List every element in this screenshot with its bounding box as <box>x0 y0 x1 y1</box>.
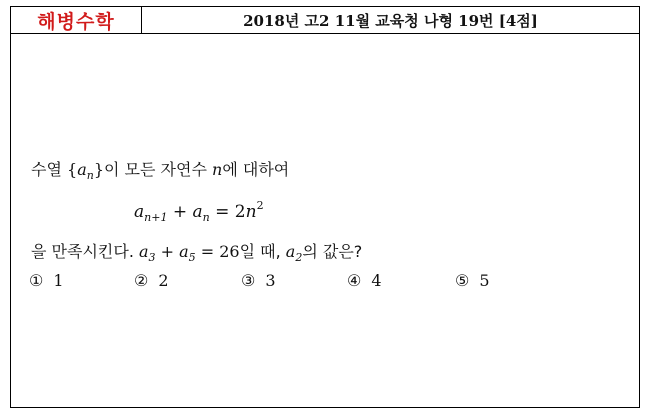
cond-a3-sub: 3 <box>148 251 156 264</box>
choice-4-number: ④ <box>347 271 362 290</box>
choice-5[interactable] <box>455 271 490 290</box>
eq-term-2: a <box>192 202 203 222</box>
eq-term-2-sub: n <box>202 211 210 224</box>
seq-var: a <box>77 160 87 179</box>
choice-2[interactable] <box>134 271 169 290</box>
line1-prefix: 수열 <box>31 160 67 179</box>
line1-mid: 이 모든 자연수 <box>104 160 213 179</box>
seq-close-brace: } <box>93 160 105 179</box>
choice-4-value: 4 <box>371 271 382 290</box>
eq-exponent: 2 <box>256 199 264 212</box>
eq-term-1-sub: n+1 <box>144 211 168 224</box>
cond-a5: a <box>179 242 189 261</box>
eq-term-1: a <box>134 202 145 222</box>
choice-3-value: 3 <box>265 271 276 290</box>
ask-a: a <box>285 242 296 261</box>
choice-5-number: ⑤ <box>455 271 470 290</box>
brand-logo: 해병수학 <box>11 7 142 33</box>
recurrence-equation <box>134 199 264 224</box>
question-line-2 <box>31 239 362 264</box>
choice-4[interactable] <box>347 271 382 290</box>
eq-plus: + <box>167 202 193 222</box>
cond-plus: + <box>155 242 180 261</box>
choice-3-number: ③ <box>241 271 256 290</box>
answer-choices <box>29 271 589 295</box>
ask-sub: 2 <box>295 251 303 264</box>
line2-mid: 일 때, <box>239 242 286 261</box>
line2-suffix: 의 값은? <box>302 242 363 261</box>
cond-a5-sub: 5 <box>188 251 196 264</box>
choice-1-value: 1 <box>53 271 64 290</box>
choice-3[interactable] <box>241 271 276 290</box>
line1-suffix: 에 대하여 <box>222 160 290 179</box>
eq-n: n <box>245 202 257 222</box>
problem-title: 2018년 고2 11월 교육청 나형 19번 [4점] <box>243 11 538 30</box>
choice-2-number: ② <box>134 271 149 290</box>
seq-sub: n <box>86 169 94 182</box>
choice-1[interactable] <box>29 271 64 290</box>
header-bar <box>11 7 639 34</box>
question-line-1 <box>31 157 289 182</box>
seq-open-brace: { <box>67 160 78 179</box>
cond-value: = 26 <box>195 242 240 261</box>
problem-card <box>10 6 640 408</box>
n-var: n <box>212 160 223 179</box>
choice-5-value: 5 <box>479 271 490 290</box>
choice-1-number: ① <box>29 271 44 290</box>
cond-a3: a <box>139 242 149 261</box>
eq-equals: = 2 <box>209 202 246 222</box>
choice-2-value: 2 <box>158 271 169 290</box>
line2-prefix: 을 만족시킨다. <box>31 242 139 261</box>
